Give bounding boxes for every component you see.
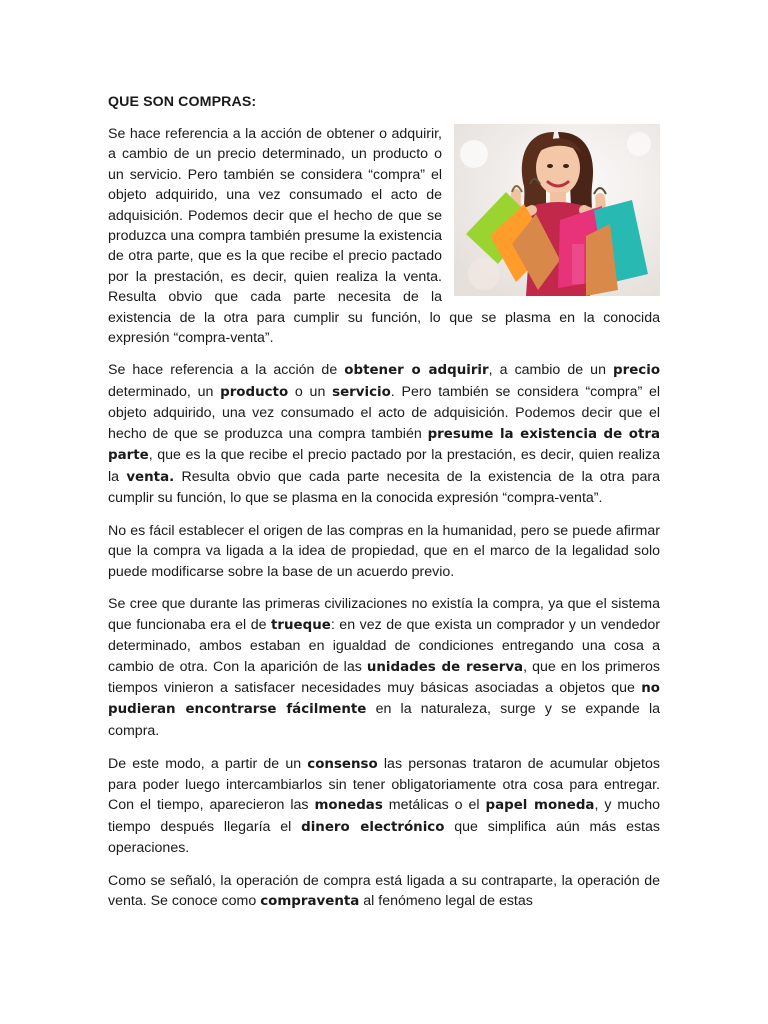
paragraph-1: Se hace referencia a la acción de obtener o adquirir, a cambio de un precio determinado, un producto o un servicio. Pero también se considera “compra” el objeto adquirido, una vez consumado el acto de adquisición. Podemos decir que el hecho de que se produzca una compra también presume la existencia de otra parte, que es la que recibe el precio pactado por la prestación, es decir, quien realiza la venta. Resulta obvio que cada parte necesita de la existencia de la otra para cumplir su función, lo que se plasma en la conocida expresión “compra-venta”. (108, 126, 660, 347)
bold-term: precio (613, 363, 661, 379)
text-run: en la naturaleza, surge y se expande la compra. (108, 701, 660, 739)
text-run: al fenómeno legal de estas (359, 893, 533, 910)
text-run: , que en los primeros tiempos vinieron a satisfacer necesidades muy básicas asociadas a objetos que (108, 658, 661, 696)
text-run: metálicas o el (382, 797, 486, 814)
bold-term: unidades de reserva (366, 659, 524, 675)
paragraph-5 (108, 754, 660, 859)
text-run: , que es la que recibe el precio pactado por la prestación, es decir, quien realiza la (108, 447, 660, 485)
text-run: Como se señaló, la operación de compra está ligada a su contraparte, la operación de venta. Se conoce como (108, 872, 660, 910)
text-run: De este modo, a partir de un (108, 755, 308, 772)
bold-term: venta. (126, 469, 175, 485)
text-run: . Pero también se considera “compra” el objeto adquirido, una vez consumado el acto de adquisición. Podemos decir que el hecho de que se produzca una compra también (108, 383, 660, 442)
text-run: Se hace referencia a la acción de (108, 362, 345, 379)
text-run: determinado, un (108, 383, 221, 400)
text-run: o un (288, 383, 333, 400)
text-run: , y mucho tiempo después llegaría el (108, 797, 660, 835)
page-title: QUE SON COMPRAS: (108, 94, 257, 110)
bold-term: servicio (332, 384, 391, 400)
paragraph-3: No es fácil establecer el origen de las compras en la humanidad, pero se puede afirmar que la compra va ligada a la idea de propiedad, que en el marco de la legalidad solo puede modificarse sobre la base de un acuerdo previo. (108, 522, 660, 580)
bold-term: consenso (307, 756, 378, 772)
shopping-woman-photo (454, 124, 660, 296)
text-run: que simplifica aún más estas operaciones. (108, 818, 660, 857)
paragraph-6 (108, 871, 660, 913)
text-run: , a cambio de un (488, 362, 614, 379)
bold-term: compraventa (260, 894, 360, 910)
bold-term: no pudieran encontrarse fácilmente (108, 680, 660, 718)
text-run: Se cree que durante las primeras civilizaciones no existía la compra, ya que el sistema que funcionaba era el de (108, 596, 660, 633)
bold-term: obtener o adquirir (344, 363, 489, 379)
shopping-photo-icon (454, 124, 660, 296)
bold-term: papel moneda (485, 798, 595, 814)
paragraph-2 (108, 360, 660, 508)
bold-term: monedas (314, 798, 383, 814)
bold-term: producto (220, 384, 289, 400)
text-run: Resulta obvio que cada parte necesita de la existencia de la otra para cumplir su función, lo que se plasma en la conocida expresión “compra-venta”. (108, 468, 661, 506)
bold-term: trueque (271, 617, 331, 633)
paragraph-4 (108, 594, 660, 741)
bold-term: dinero electrónico (301, 819, 445, 835)
text-run: : en vez de que exista un comprador y un vendedor determinado, ambos estaban en igualdad de condiciones entregando una cosa a cambio de otra. Con la aparición de las (108, 616, 660, 675)
bold-term: presume la existencia de otra parte (108, 426, 660, 464)
text-run: las personas trataron de acumular objetos para poder luego intercambiarlos sin tener obligatoriamente otra cosa para entregar. Con el tiempo, aparecieron las (108, 755, 660, 814)
